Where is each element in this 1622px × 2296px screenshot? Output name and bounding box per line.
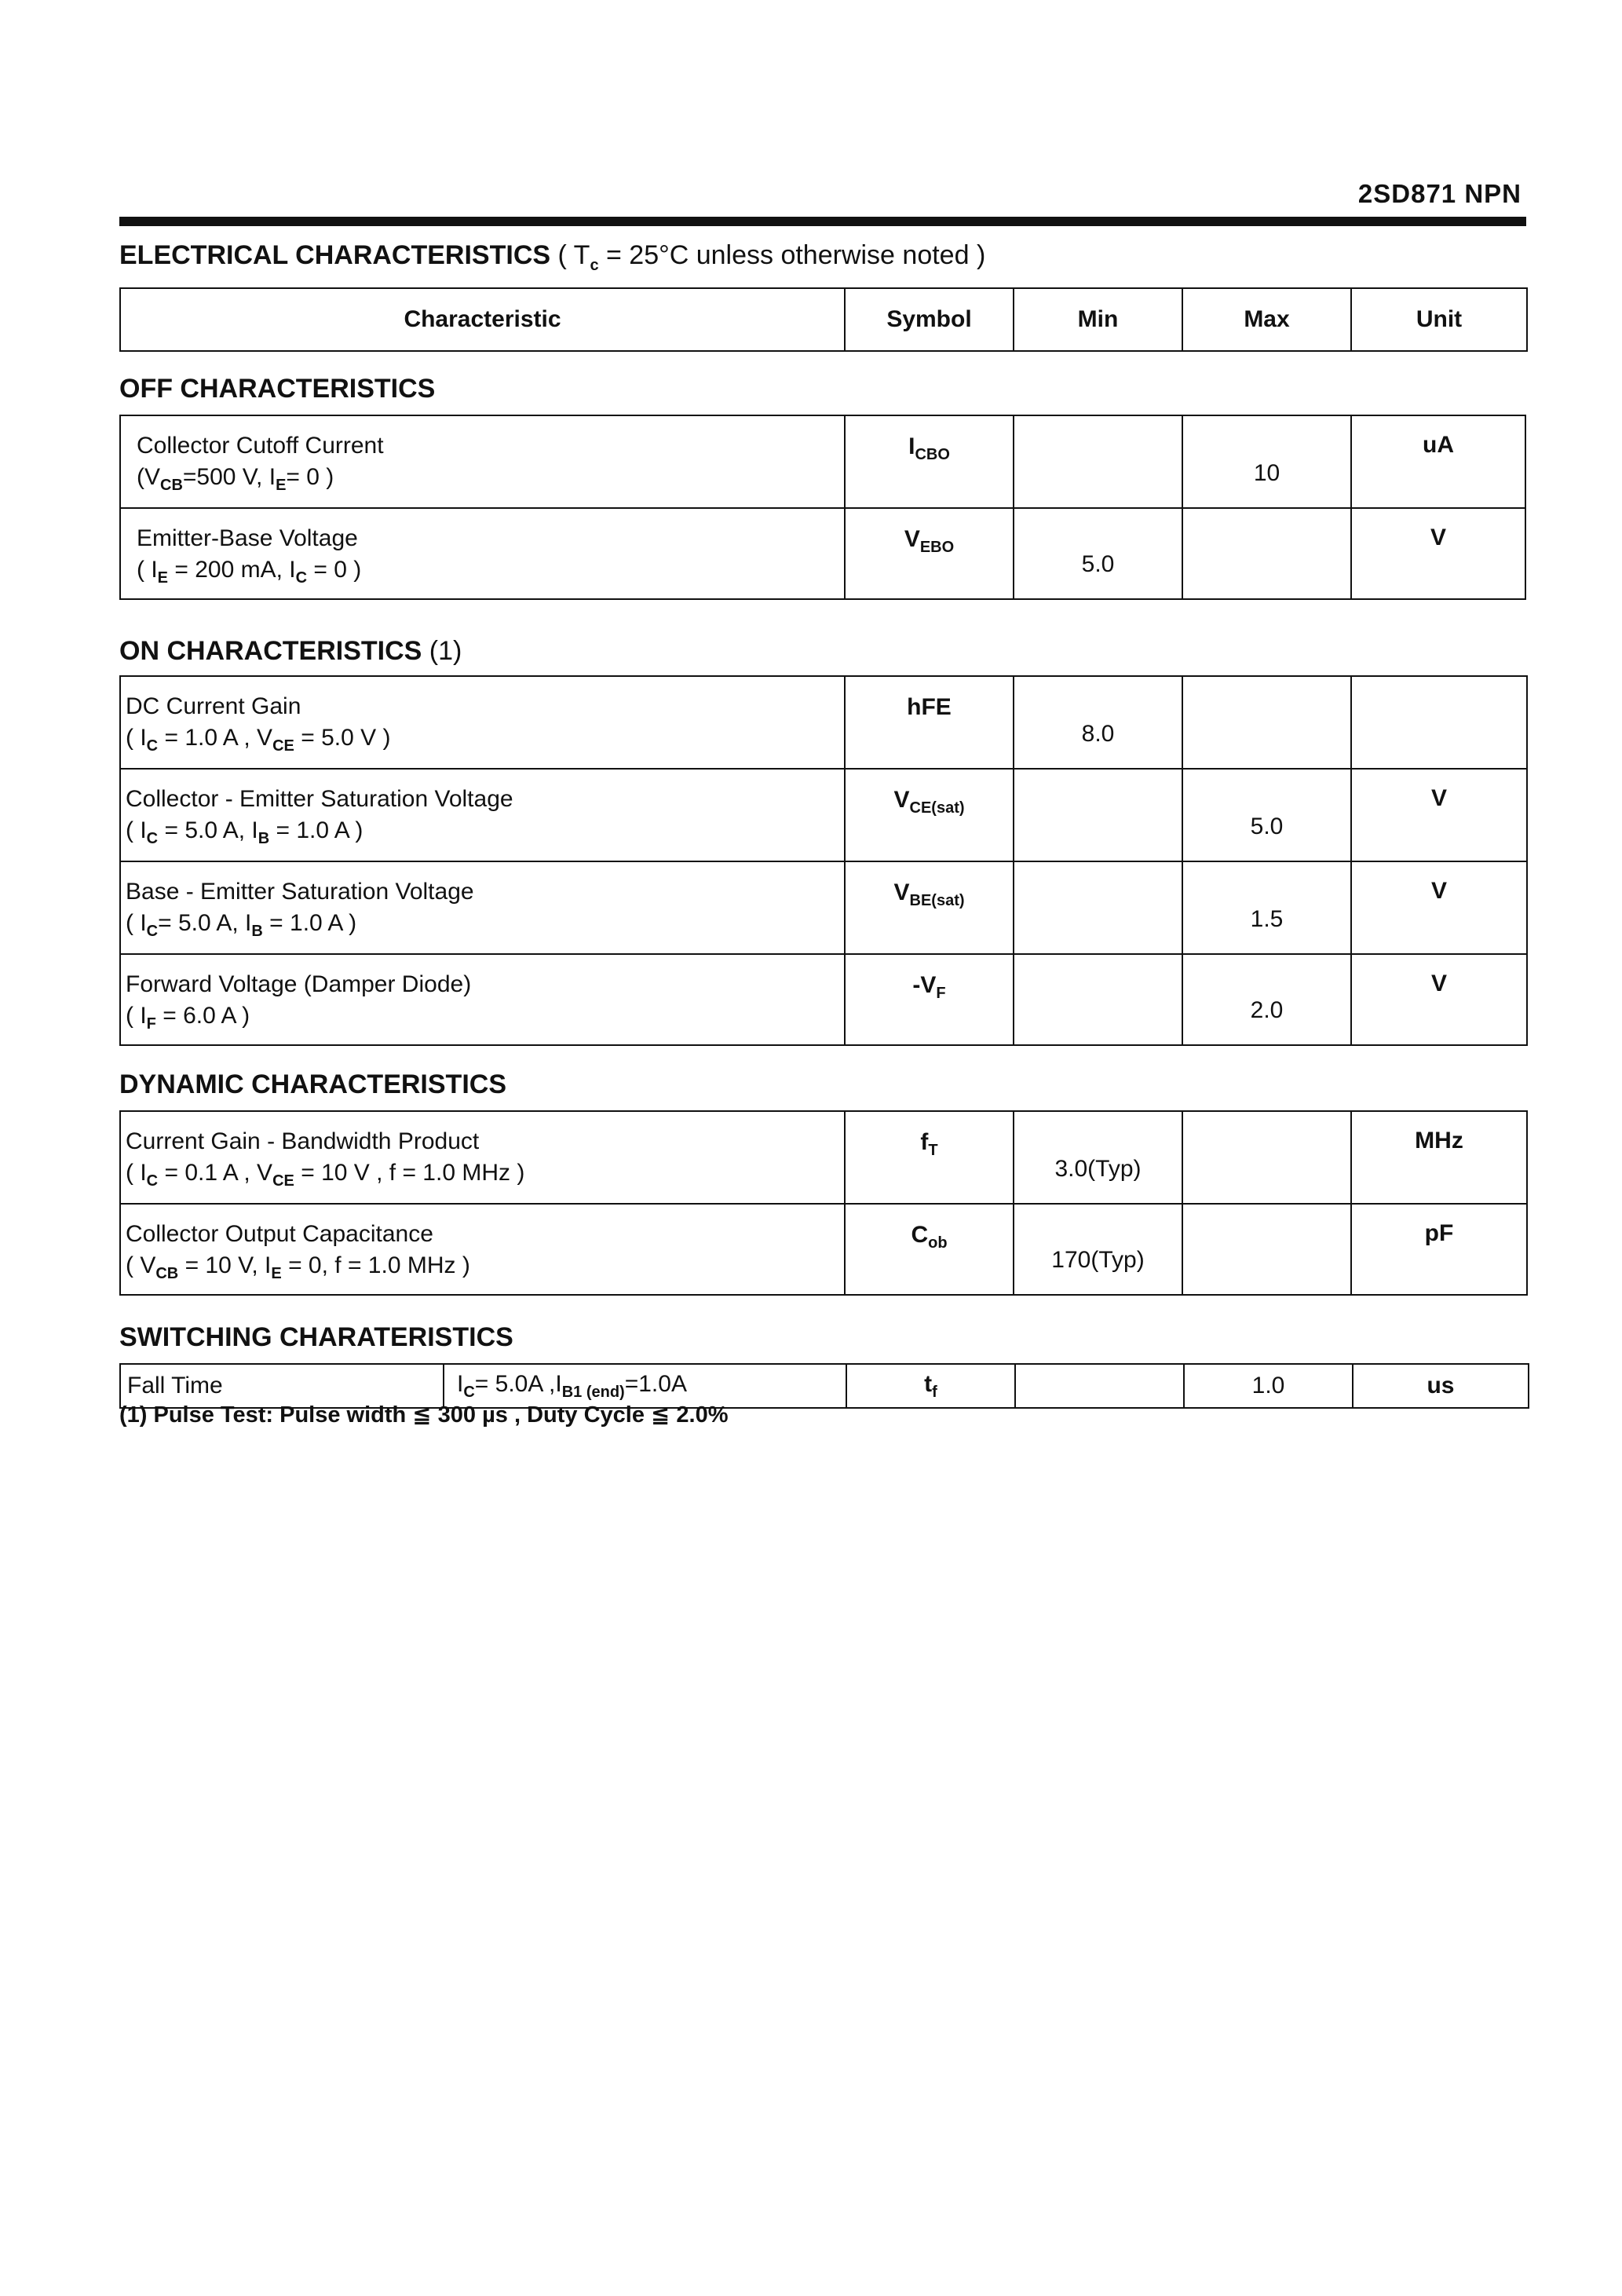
title-condition: ( $T_c = 25^\circ C$ unless otherwise noted ) <box>557 240 986 274</box>
col-characteristic: Characteristic <box>120 288 845 351</box>
min-cell: 5.0 <box>1014 508 1182 599</box>
section-on-title: ON CHARACTERISTICS (1) <box>119 636 462 666</box>
min-cell <box>1014 954 1182 1045</box>
max-cell: 5.0 <box>1182 769 1351 861</box>
max-cell <box>1182 1111 1351 1204</box>
symbol-cell: $V_{EBO}$ <box>845 508 1014 599</box>
table-row <box>120 508 1525 599</box>
table-row <box>120 769 1527 861</box>
table-row <box>120 415 1525 508</box>
on-characteristics-table <box>119 675 1528 1046</box>
footnote: (1) Pulse Test: Pulse width ≦ 300 µs , Duty Cycle ≦ 2.0% <box>119 1402 729 1428</box>
table-row <box>120 1111 1527 1204</box>
symbol-cell: $V_{BE(sat)}$ <box>845 861 1014 954</box>
condition-cell: $I_C= 5.0A$ $,I_{B1 (end)}=1.0A$ <box>444 1364 846 1408</box>
min-cell: 8.0 <box>1014 676 1182 769</box>
unit-cell: V <box>1351 769 1527 861</box>
symbol-cell: $f_T$ <box>845 1111 1014 1204</box>
unit-cell: V <box>1351 954 1527 1045</box>
section-dynamic-title: DYNAMIC CHARACTERISTICS <box>119 1069 506 1099</box>
characteristic-cell: Fall Time <box>120 1364 444 1408</box>
min-cell: 3.0(Typ) <box>1014 1111 1182 1204</box>
max-cell: 2.0 <box>1182 954 1351 1045</box>
unit-cell <box>1351 676 1527 769</box>
characteristic-cell: DC Current Gain ( $I_C = 1.0$ A , $V_{CE} = 5.0$ V ) <box>120 676 845 769</box>
min-cell <box>1014 769 1182 861</box>
col-max: Max <box>1182 288 1351 351</box>
symbol-cell: $-V_F$ <box>845 954 1014 1045</box>
min-cell <box>1014 861 1182 954</box>
characteristic-cell: Base - Emitter Saturation Voltage ( $I_C= 5.0$ A, $I_B = 1.0$ A ) <box>120 861 845 954</box>
unit-cell: pF <box>1351 1204 1527 1295</box>
characteristic-cell: Current Gain - Bandwidth Product ( $I_C = 0.1$ A , $V_{CE} = 10$ V , f = 1.0 MHz ) <box>120 1111 845 1204</box>
section-off-title: OFF CHARACTERISTICS <box>119 374 436 404</box>
characteristic-cell: Emitter-Base Voltage ( $I_E = 200$ mA, $I_C = 0$ ) <box>120 508 845 599</box>
table-row <box>120 676 1527 769</box>
symbol-cell: $V_{CE(sat)}$ <box>845 769 1014 861</box>
unit-cell: V <box>1351 861 1527 954</box>
header-rule <box>119 217 1526 226</box>
characteristic-cell: Forward Voltage (Damper Diode) ( $I_F = 6.0$ A ) <box>120 954 845 1045</box>
section-switching-title: SWITCHING CHARATERISTICS <box>119 1322 513 1352</box>
max-cell <box>1182 1204 1351 1295</box>
table-row <box>120 861 1527 954</box>
unit-cell: us <box>1353 1364 1529 1408</box>
page-title <box>119 240 985 275</box>
max-cell <box>1182 676 1351 769</box>
title-main: ELECTRICAL CHARACTERISTICS <box>119 240 551 270</box>
characteristic-cell: Collector - Emitter Saturation Voltage ( $I_C = 5.0$ A, $I_B = 1.0$ A ) <box>120 769 845 861</box>
min-cell: 170(Typ) <box>1014 1204 1182 1295</box>
unit-cell: MHz <box>1351 1111 1527 1204</box>
characteristic-cell: Collector Cutoff Current ($V_{CB}=500$ V, $I_E= 0$ ) <box>120 415 845 508</box>
min-cell <box>1014 415 1182 508</box>
symbol-cell: $C_{ob}$ <box>845 1204 1014 1295</box>
symbol-cell: $t_f$ <box>846 1364 1015 1408</box>
symbol-cell: hFE <box>845 676 1014 769</box>
table-row <box>120 1204 1527 1295</box>
unit-cell: uA <box>1351 415 1525 508</box>
dynamic-characteristics-table <box>119 1110 1528 1296</box>
characteristic-cell: Collector Output Capacitance ( $V_{CB} = 10$ V, $I_E = 0$, f = 1.0 MHz ) <box>120 1204 845 1295</box>
col-unit: Unit <box>1351 288 1527 351</box>
column-header-table <box>119 287 1528 352</box>
symbol-cell: $I_{CBO}$ <box>845 415 1014 508</box>
max-cell <box>1182 508 1351 599</box>
col-min: Min <box>1014 288 1182 351</box>
min-cell <box>1015 1364 1184 1408</box>
max-cell: 10 <box>1182 415 1351 508</box>
max-cell: 1.5 <box>1182 861 1351 954</box>
part-number: 2SD871 NPN <box>1357 179 1522 208</box>
table-row <box>120 954 1527 1045</box>
unit-cell: V <box>1351 508 1525 599</box>
off-characteristics-table <box>119 415 1526 600</box>
col-symbol: Symbol <box>845 288 1014 351</box>
max-cell: 1.0 <box>1184 1364 1353 1408</box>
